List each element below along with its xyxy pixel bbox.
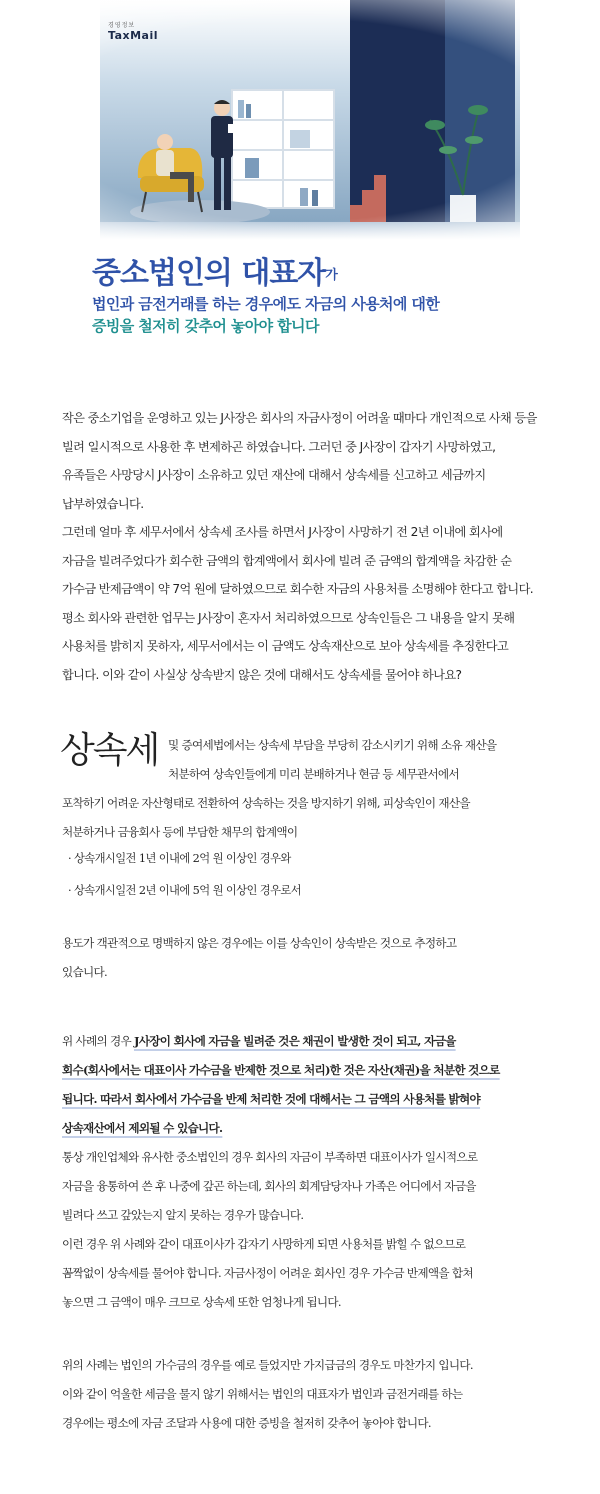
- section3-line: 놓으면 그 금액이 매우 크므로 상속세 또한 엄청나게 됩니다.: [62, 1295, 341, 1309]
- section2-body: [62, 789, 548, 847]
- case-line: 평소 회사와 관련한 업무는 J사장이 혼자서 처리하였으므로 상속인들은 그 내용을 알지 못해: [62, 610, 515, 625]
- case-line: 유족들은 사망당시 J사장이 소유하고 있던 재산에 대해서 상속세를 신고하고 세금까지: [62, 468, 486, 482]
- section3-line: 빌려다 쓰고 갚았는지 알지 못하는 경우가 많습니다.: [62, 1208, 304, 1222]
- conclusion-paragraph: [62, 1351, 542, 1438]
- subtitle-line-2: 증빙을 철저히 갖추어 놓아야 합니다: [92, 317, 319, 335]
- main-title: [92, 255, 532, 293]
- section3-paragraph: [62, 1027, 542, 1317]
- title-block: [92, 255, 532, 337]
- bullet-item: · 상속개시일전 1년 이내에 2억 원 이상인 경우와: [68, 852, 291, 865]
- case-line: 가수금 반제금액이 약 7억 원에 달하였으므로 회수한 자금의 사용처를 소명해야 한다고 합니다.: [62, 582, 534, 596]
- case-line: 그런데 얼마 후 세무서에서 상속세 조사를 하면서 J사장이 사망하기 전 2년 이내에 회사에: [62, 525, 503, 539]
- section3-line: [62, 1114, 542, 1143]
- case-line: 작은 중소기업을 운영하고 있는 J사장은 회사의 자금사정이 어려울 때마다 개인적으로 사채 등을: [62, 411, 537, 425]
- conclusion-line: 위의 사례는 법인의 가수금의 경우를 예로 들었지만 가지급금의 경우도 마찬가지 입니다.: [62, 1358, 473, 1372]
- section3-line: 통상 개인업체와 유사한 중소법인의 경우 회사의 자금이 부족하면 대표이사가 일시적으로: [62, 1150, 478, 1164]
- section2-line: 처분하거나 금융회사 등에 부담한 채무의 합계액이: [62, 825, 298, 839]
- section2-line: 있습니다.: [62, 965, 107, 979]
- main-title-suffix: 가: [325, 268, 337, 283]
- section3-line: 이런 경우 위 사례와 같이 대표이사가 갑자기 사망하게 되면 사용처를 밝힐 수 없으므로: [62, 1237, 466, 1251]
- highlighted-text: 상속재산에서 제외될 수 있습니다.: [62, 1121, 223, 1135]
- case-line: 자금을 빌려주었다가 회수한 금액의 합계액에서 회사에 빌려 준 금액의 합계액을 차감한 순: [62, 553, 512, 568]
- case-line: 사용처를 밝히지 못하자, 세무서에서는 이 금액도 상속재산으로 보아 상속세를 추징한다고: [62, 639, 509, 653]
- case-line: 납부하였습니다.: [62, 496, 144, 511]
- hero-illustration: [0, 0, 600, 240]
- highlighted-text: 회수(회사에서는 대표이사 가수금을 반제한 것으로 처리)한 것은 자산(채권)을 처분한 것으로: [62, 1063, 500, 1077]
- section2-lead: [168, 731, 546, 789]
- taxmail-logo: [108, 22, 168, 42]
- section3-text: 위 사례의 경우: [62, 1034, 134, 1048]
- case-line: 합니다. 이와 같이 사실상 상속받지 않은 것에 대해서도 상속세를 물어야 하나요?: [62, 667, 462, 682]
- section-heading-inheritance-tax: 상속세: [60, 730, 159, 771]
- logo-subtitle: 경영정보: [108, 22, 136, 29]
- subtitle-line-1: 법인과 금전거래를 하는 경우에도 자금의 사용처에 대한: [92, 295, 440, 313]
- conclusion-line: 이와 같이 억울한 세금을 물지 않기 위해서는 법인의 대표자가 법인과 금전거래를 하는: [62, 1387, 463, 1401]
- highlighted-text: J사장이 회사에 자금을 빌려준 것은 채권이 발생한 것이 되고, 자금을: [133, 1034, 456, 1048]
- section3-line: [62, 1027, 542, 1056]
- section2-line: 및 증여세법에서는 상속세 부담을 부당히 감소시키기 위해 소유 재산을: [168, 738, 497, 752]
- section3-line: 꼼짝없이 상속세를 물어야 합니다. 자금사정이 어려운 회사인 경우 가수금 반제액을 합쳐: [62, 1266, 473, 1280]
- logo-text: TaxMail: [108, 29, 159, 42]
- main-title-text: 중소법인의 대표자: [92, 256, 326, 291]
- section2-line: 포착하기 어려운 자산형태로 전환하여 상속하는 것을 방지하기 위해, 피상속인이 재산을: [62, 796, 470, 810]
- section2-line: 처분하여 상속인들에게 미리 분배하거나 현금 등 세무관서에서: [168, 767, 459, 781]
- highlighted-text: 됩니다. 따라서 회사에서 가수금을 반제 처리한 것에 대해서는 그 금액의 사용처를 밝혀야: [62, 1092, 481, 1106]
- library-scene-illustration: [0, 0, 600, 240]
- case-paragraph: [62, 404, 542, 689]
- section2-line: 용도가 객관적으로 명백하지 않은 경우에는 이를 상속인이 상속받은 것으로 추정하고: [62, 936, 457, 950]
- section2-tail: [62, 929, 542, 987]
- conclusion-line: 경우에는 평소에 자금 조달과 사용에 대한 증빙을 철저히 갖추어 놓아야 합니다.: [62, 1416, 431, 1430]
- bullet-item: · 상속개시일전 2년 이내에 5억 원 이상인 경우로서: [68, 884, 302, 897]
- case-line: 빌려 일시적으로 사용한 후 변제하곤 하였습니다. 그러던 중 J사장이 갑자기 사망하였고,: [62, 439, 496, 454]
- section3-line: 자금을 융통하여 쓴 후 나중에 갚곤 하는데, 회사의 회계담당자나 가족은 어디에서 자금을: [62, 1179, 476, 1193]
